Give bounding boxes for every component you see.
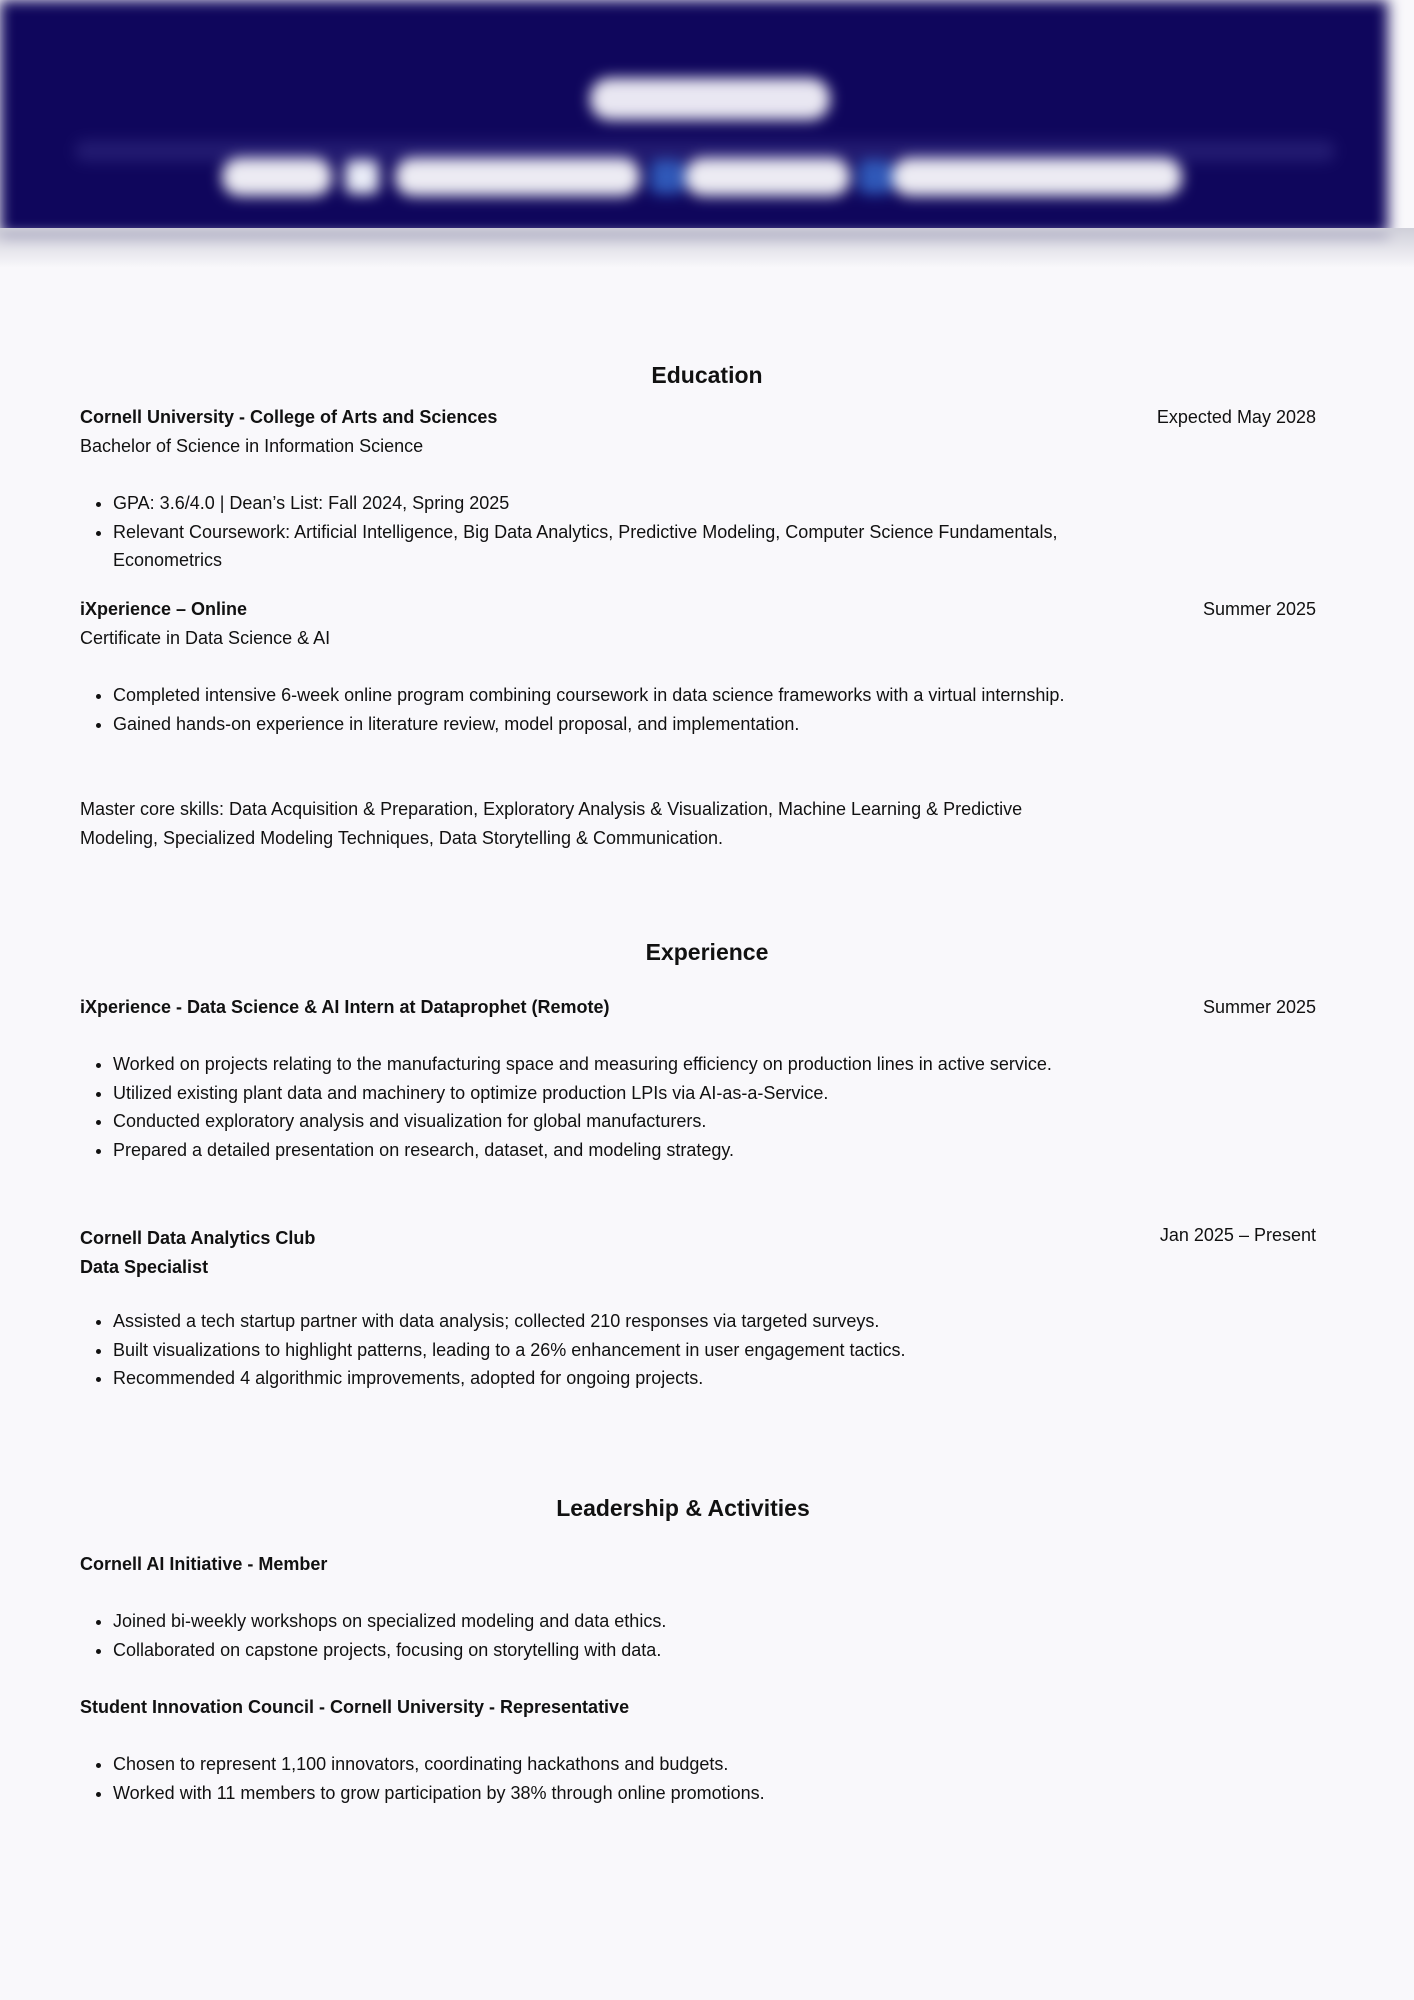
list-item: • Conducted exploratory analysis and visualization for global manufacturers.: [113, 1107, 1113, 1136]
education-bullets-cornell: [80, 489, 1113, 575]
section-title-leadership: Leadership & Activities: [556, 1495, 810, 1521]
education-org: iXperience – Online: [80, 599, 248, 619]
education-org: Cornell University - College of Arts and Sciences: [80, 407, 498, 427]
candidate-name-blurred: [590, 78, 830, 120]
phone-icon: [650, 160, 684, 194]
experience-bullets-ixperience: [80, 1050, 1113, 1164]
list-item: • Collaborated on capstone projects, focusing on storytelling with data.: [113, 1636, 1113, 1665]
contact-item-blurred: [222, 158, 332, 196]
list-item: • Chosen to represent 1,100 innovators, coordinating hackathons and budgets.: [113, 1750, 1113, 1779]
education-entry-cornell: [80, 403, 1316, 461]
list-item: • Relevant Coursework: Artificial Intelligence, Big Data Analytics, Predictive Modeling, Computer Science Fundamentals, Econometrics: [113, 518, 1113, 575]
linkedin-icon: [858, 160, 892, 194]
leadership-bullets-innovation-council: [80, 1750, 1113, 1807]
leadership-bullets-ai-initiative: [80, 1607, 1113, 1664]
experience-org: iXperience - Data Science & AI Intern at Dataprophet (Remote): [80, 997, 610, 1017]
list-item: • Joined bi-weekly workshops on specialized modeling and data ethics.: [113, 1607, 1113, 1636]
education-degree: Certificate in Data Science & AI: [80, 628, 331, 648]
header-shadow: [0, 228, 1414, 268]
contact-email-blurred: [395, 158, 640, 196]
list-item: • GPA: 3.6/4.0 | Dean’s List: Fall 2024, Spring 2025: [113, 489, 1113, 518]
resume-header: [0, 0, 1388, 235]
list-item: • Worked on projects relating to the manufacturing space and measuring efficiency on production lines in active service.: [113, 1050, 1113, 1079]
list-item: • Built visualizations to highlight patterns, leading to a 26% enhancement in user engagement tactics.: [113, 1336, 1113, 1365]
education-degree: Bachelor of Science in Information Science: [80, 436, 424, 456]
leadership-entry-ai-initiative: [80, 1550, 1316, 1579]
education-date: Summer 2025: [1202, 599, 1316, 619]
list-item: • Utilized existing plant data and machinery to optimize production LPIs via AI-as-a-Service.: [113, 1079, 1113, 1108]
contact-link-blurred: [892, 158, 1182, 196]
list-item: • Recommended 4 algorithmic improvements, adopted for ongoing projects.: [113, 1364, 1113, 1393]
education-date: Expected May 2028: [1156, 407, 1316, 427]
email-icon: [345, 160, 379, 194]
list-item: • Prepared a detailed presentation on research, dataset, and modeling strategy.: [113, 1136, 1113, 1165]
section-title-experience: Experience: [645, 939, 769, 965]
experience-entry-ixperience: [80, 993, 1316, 1022]
section-title-education: Education: [651, 362, 763, 388]
leadership-entry-innovation-council: [80, 1693, 1316, 1722]
education-skills-note: Master core skills: Data Acquisition & Preparation, Exploratory Analysis & Visualization, Machine Learning & Predictive Modeling, Specialized Modeling Techniques, Data Storytelling & Communication.: [80, 799, 1023, 848]
experience-date: Summer 2025: [1202, 997, 1316, 1017]
experience-bullets-data-club: [80, 1307, 1113, 1393]
leadership-org: Student Innovation Council - Cornell University - Representative: [80, 1697, 630, 1717]
list-item: • Gained hands-on experience in literature review, model proposal, and implementation.: [113, 710, 1113, 739]
education-bullets-ixperience: [80, 681, 1113, 738]
leadership-org: Cornell AI Initiative - Member: [80, 1554, 328, 1574]
list-item: • Completed intensive 6-week online program combining coursework in data science frameworks with a virtual internship.: [113, 681, 1113, 710]
list-item: • Assisted a tech startup partner with data analysis; collected 210 responses via targeted surveys.: [113, 1307, 1113, 1336]
experience-org: Cornell Data Analytics Club: [80, 1228, 316, 1248]
contact-phone-blurred: [685, 158, 850, 196]
experience-date: Jan 2025 – Present: [1159, 1225, 1316, 1245]
list-item: • Worked with 11 members to grow participation by 38% through online promotions.: [113, 1779, 1113, 1808]
experience-entry-data-club: [80, 1221, 1316, 1282]
experience-role: Data Specialist: [80, 1257, 209, 1277]
education-entry-ixperience: [80, 595, 1316, 653]
